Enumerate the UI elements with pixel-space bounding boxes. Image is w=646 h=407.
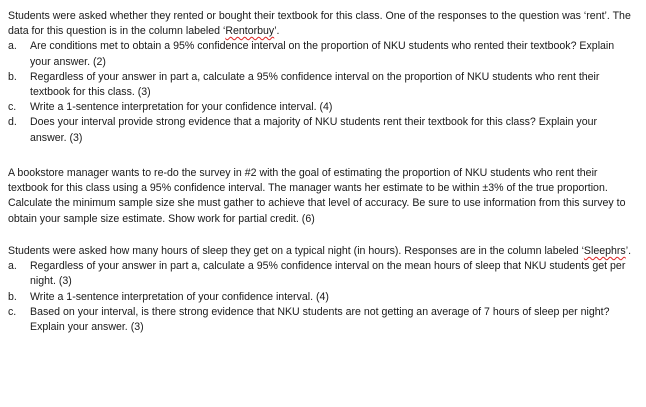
item-label: d.	[8, 116, 17, 129]
list-item	[8, 259, 634, 289]
list-item	[8, 115, 634, 145]
column-name: Rentorbuy	[225, 25, 275, 38]
item-text: Are conditions met to obtain a 95% confidence interval on the proportion of NKU students who rented their textbook? Explain your answer. (2)	[30, 40, 615, 68]
item-text: Write a 1-sentence interpretation of your confidence interval. (4)	[30, 290, 329, 303]
item-text: Based on your interval, is there strong evidence that NKU students are not getting an average of 7 hours of sleep per night? Explain your answer. (3)	[30, 305, 610, 334]
item-label: c.	[8, 305, 17, 318]
list-item	[8, 39, 634, 69]
item-text: Does your interval provide strong evidence that a majority of NKU students rent their textbook for this class? Explain your answer. (3)	[30, 116, 598, 144]
item-text: Write a 1-sentence interpretation for your confidence interval. (4)	[30, 101, 333, 114]
intro-end: ’.	[274, 25, 280, 38]
intro-text: Students were asked how many hours of sleep they get on a typical night (in hours). Responses are in the column labeled ‘	[8, 245, 584, 257]
item-label: c.	[8, 101, 17, 114]
item-label: a.	[8, 260, 17, 273]
list-item	[8, 305, 634, 335]
intro-end: ’.	[625, 245, 632, 257]
paragraph: A bookstore manager wants to re-do the survey in #2 with the goal of estimating the proportion of NKU students who rent their textbook for this class using a 95% confidence interval. The manager wants her estimate to be within ±3% of the true proportion. Calculate the minimum sample size she must gather to achieve that level of accuracy. Be sure to use information from this survey to obtain your sample size estimate. Show work for partial credit. (6)	[8, 167, 626, 225]
list-item	[8, 290, 634, 305]
item-label: b.	[8, 290, 17, 303]
item-text: Regardless of your answer in part a, calculate a 95% confidence interval on the mean hours of sleep that NKU students get per night. (3)	[30, 260, 626, 288]
question-rent-or-buy	[8, 9, 634, 146]
item-text: Regardless of your answer in part a, calculate a 95% confidence interval on the proportion of NKU students who rent their textbook for this class. (3)	[30, 70, 600, 99]
intro-text: Students were asked whether they rented or bought their textbook for this class. One of the responses to the question was ‘rent’. The data for this question is in the column labeled ‘	[8, 10, 631, 38]
question-sample-size	[8, 166, 634, 227]
list-item	[8, 70, 634, 100]
question-intro	[8, 244, 634, 259]
list-item	[8, 100, 634, 115]
question-sleep-hours	[8, 244, 634, 335]
column-name: Sleephrs	[583, 245, 626, 257]
question-intro	[8, 9, 634, 39]
item-label: b.	[8, 70, 17, 83]
item-label: a.	[8, 40, 17, 53]
